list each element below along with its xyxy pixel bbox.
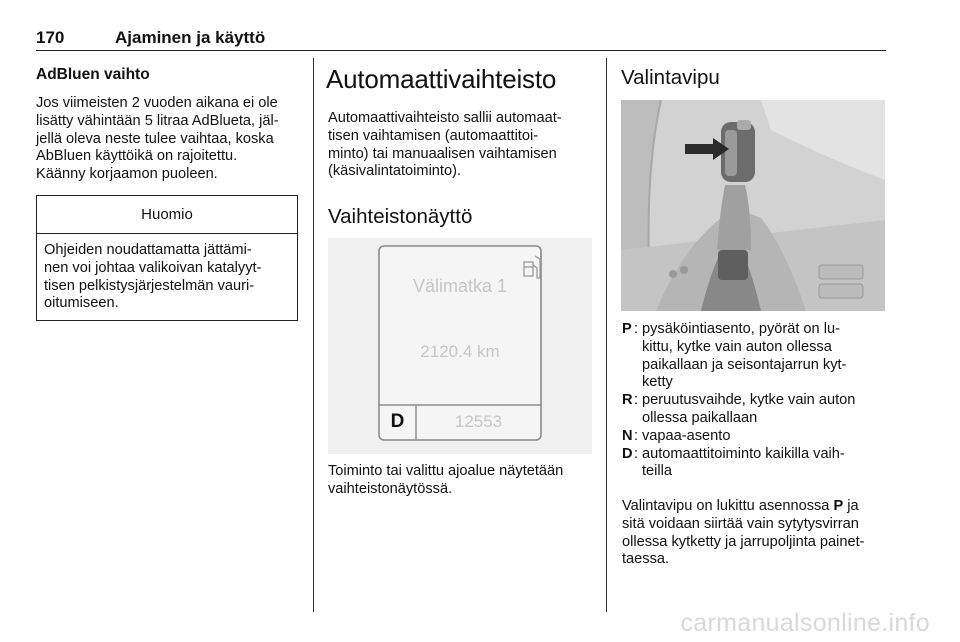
legend-text: paikallaan ja seisontajarrun kyt- <box>642 356 847 373</box>
trip-distance: 2120.4 km <box>420 342 500 361</box>
text-line: ollessa kytketty ja jarrupoljinta painet- <box>622 533 865 550</box>
text-line: tisen pelkistysjärjestelmän vauri- <box>44 277 255 294</box>
text-line: lisätty vähintään 5 litraa AdBlueta, jäl- <box>36 112 279 129</box>
text-line: Ohjeiden noudattamatta jättämi- <box>44 242 252 258</box>
adblue-heading: AdBluen vaihto <box>36 66 150 83</box>
odometer: 12553 <box>454 412 503 431</box>
display-caption <box>328 463 600 499</box>
chapter-title: Ajaminen ja käyttö <box>115 28 266 47</box>
page-number: 170 <box>36 28 65 47</box>
text-span: Valintavipu on lukittu asennossa <box>622 498 834 514</box>
legend-text: peruutusvaihde, kytke vain auton <box>642 392 856 409</box>
legend-colon: : <box>634 427 639 444</box>
text-line: sitä voidaan siirtää vain sytytysvirran <box>622 515 859 532</box>
selector-lever-heading: Valintavipu <box>621 66 720 89</box>
text-line: Automaattivaihteisto sallii automaat- <box>328 110 562 126</box>
column-divider <box>313 58 314 612</box>
selector-lock-paragraph <box>622 498 888 569</box>
gear-position-legend <box>622 321 888 481</box>
text-line: (käsivalintatoiminto). <box>328 163 462 180</box>
page-header <box>36 26 886 51</box>
transmission-display-figure <box>328 238 592 454</box>
text-line: tisen vaihtamisen (automaattitoi- <box>328 127 539 144</box>
legend-text: teilla <box>642 463 673 480</box>
text-line: AbBluen käyttöikä on rajoitettu. <box>36 148 238 165</box>
transmission-display-heading: Vaihteistonäyttö <box>328 205 473 228</box>
text-line: nen voi johtaa valikoivan katalyyt- <box>44 259 262 276</box>
text-line: Toiminto tai valittu ajoalue näytetään <box>328 463 564 479</box>
legend-item-p <box>622 321 888 392</box>
transmission-intro <box>328 110 600 181</box>
note-body <box>37 234 297 313</box>
text-line <box>622 498 888 516</box>
text-line: oitumiseen. <box>44 295 119 312</box>
text-line: vaihteistonäytössä. <box>328 480 453 497</box>
legend-text: kittu, kytke vain auton ollessa <box>642 338 832 355</box>
legend-key: P <box>622 321 632 337</box>
text-line: minto) tai manuaalisen vaihtamisen <box>328 145 557 162</box>
adblue-paragraph <box>36 95 308 184</box>
text-line: Jos viimeisten 2 vuoden aikana ei ole <box>36 95 278 111</box>
text-line: taessa. <box>622 551 670 568</box>
watermark: carmanualsonline.info <box>680 609 930 637</box>
trip-label: Välimatka 1 <box>412 276 508 296</box>
automatic-transmission-heading: Automaattivaihteisto <box>326 64 557 94</box>
text-line: Käänny korjaamon puoleen. <box>36 166 218 183</box>
legend-text: ollessa paikallaan <box>642 409 758 426</box>
legend-text: automaattitoiminto kaikilla vaih- <box>642 445 845 462</box>
note-title: Huomio <box>37 196 297 234</box>
gear-selector-illustration <box>621 100 885 311</box>
legend-item-n <box>622 428 888 446</box>
legend-key: N <box>622 427 633 444</box>
text-line: jellä oleva neste tulee vaihtaa, koska <box>36 130 274 147</box>
legend-key: D <box>622 445 633 462</box>
legend-colon: : <box>634 392 639 409</box>
text-span: ja <box>843 498 859 514</box>
column-divider <box>606 58 607 612</box>
legend-text: pysäköintiasento, pyörät on lu- <box>642 321 840 337</box>
legend-colon: : <box>634 445 639 462</box>
legend-text: vapaa-asento <box>642 427 731 444</box>
legend-colon: : <box>634 321 639 337</box>
legend-item-r <box>622 392 888 428</box>
legend-item-d <box>622 446 888 482</box>
legend-text: ketty <box>642 374 673 391</box>
bold-gear-p: P <box>833 498 844 514</box>
note-box <box>36 195 298 321</box>
legend-key: R <box>622 392 633 409</box>
gear-indicator: D <box>390 411 405 432</box>
